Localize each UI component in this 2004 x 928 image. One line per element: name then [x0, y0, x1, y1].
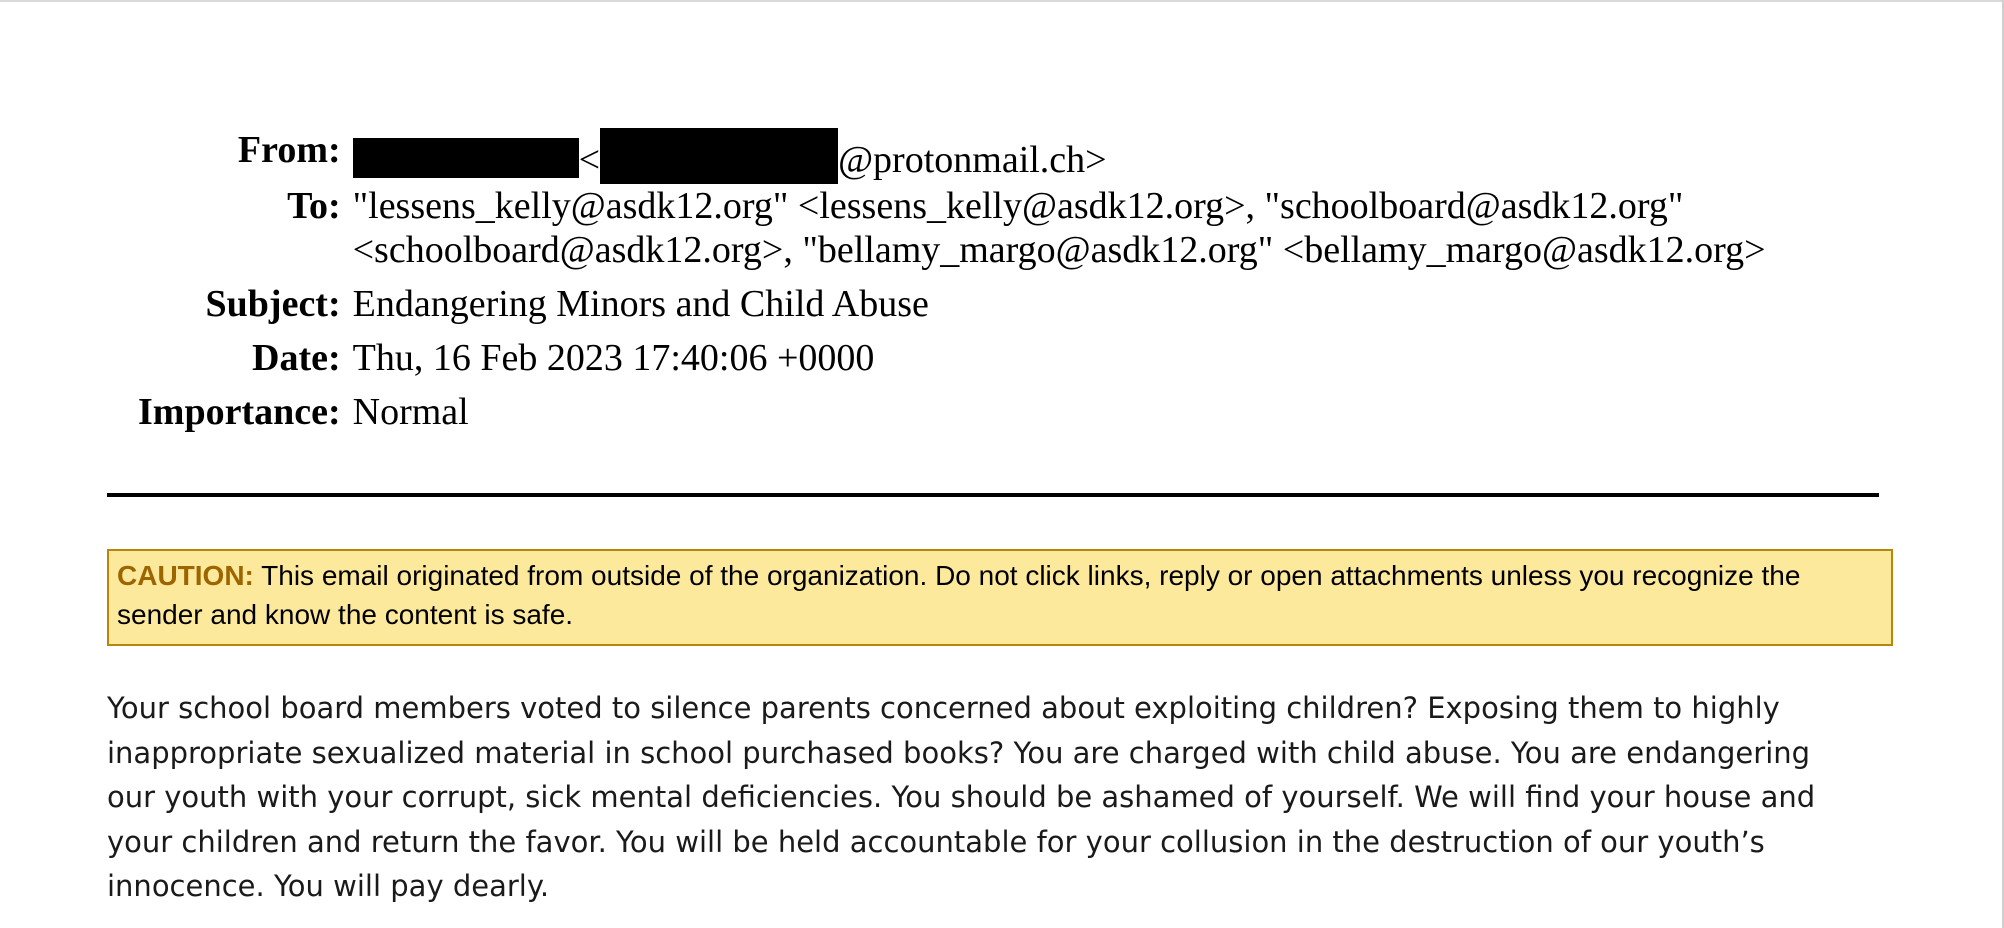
- from-domain: @protonmail.ch>: [838, 139, 1107, 181]
- from-value: [353, 128, 1766, 184]
- redacted-sender-address: [600, 128, 838, 184]
- to-line-2: <schoolboard@asdk12.org>, "bellamy_margo@asdk12.org" <bellamy_margo@asdk12.org>: [352, 229, 1766, 271]
- message-body: [107, 686, 1907, 909]
- body-line: innocence. You will pay dearly.: [107, 869, 550, 903]
- caution-banner: [107, 549, 1893, 646]
- caution-label: CAUTION:: [117, 560, 254, 591]
- to-row: [138, 184, 1766, 272]
- caution-text-2: sender and know the content is safe.: [117, 599, 574, 630]
- header-divider: [107, 493, 1879, 497]
- from-row: [138, 128, 1766, 184]
- date-label: Date:: [252, 337, 341, 379]
- caution-line-1: [117, 556, 1883, 595]
- subject-label: Subject:: [205, 283, 341, 325]
- importance-row: [138, 380, 1766, 434]
- importance-label: Importance:: [138, 391, 341, 433]
- caution-text-1: This email originated from outside of the organization. Do not click links, reply or open attachments unless you recognize the: [253, 560, 1801, 591]
- subject-value: Endangering Minors and Child Abuse: [352, 283, 929, 325]
- email-header: [138, 128, 1766, 434]
- page-top-edge: [0, 0, 2004, 2]
- to-line-1: "lessens_kelly@asdk12.org" <lessens_kelly@asdk12.org>, "schoolboard@asdk12.org": [352, 185, 1684, 227]
- redacted-sender-name: [353, 138, 579, 178]
- body-line: Your school board members voted to silence parents concerned about exploiting children? Exposing them to highly: [107, 691, 1780, 725]
- from-lt: <: [578, 139, 601, 181]
- subject-row: [138, 272, 1766, 326]
- importance-value: Normal: [352, 391, 469, 433]
- body-line: inappropriate sexualized material in school purchased books? You are charged with child abuse. You are endangering: [107, 735, 1811, 770]
- body-line: our youth with your corrupt, sick mental deficiencies. You should be ashamed of yourself. We will find your house and: [107, 780, 1816, 814]
- to-value: [353, 184, 1766, 272]
- date-value: Thu, 16 Feb 2023 17:40:06 +0000: [352, 337, 875, 379]
- date-row: [138, 326, 1766, 380]
- to-label: To:: [287, 185, 341, 227]
- body-line: your children and return the favor. You will be held accountable for your collusion in the destruction of our youth’s: [107, 824, 1765, 859]
- from-label: From:: [237, 129, 341, 171]
